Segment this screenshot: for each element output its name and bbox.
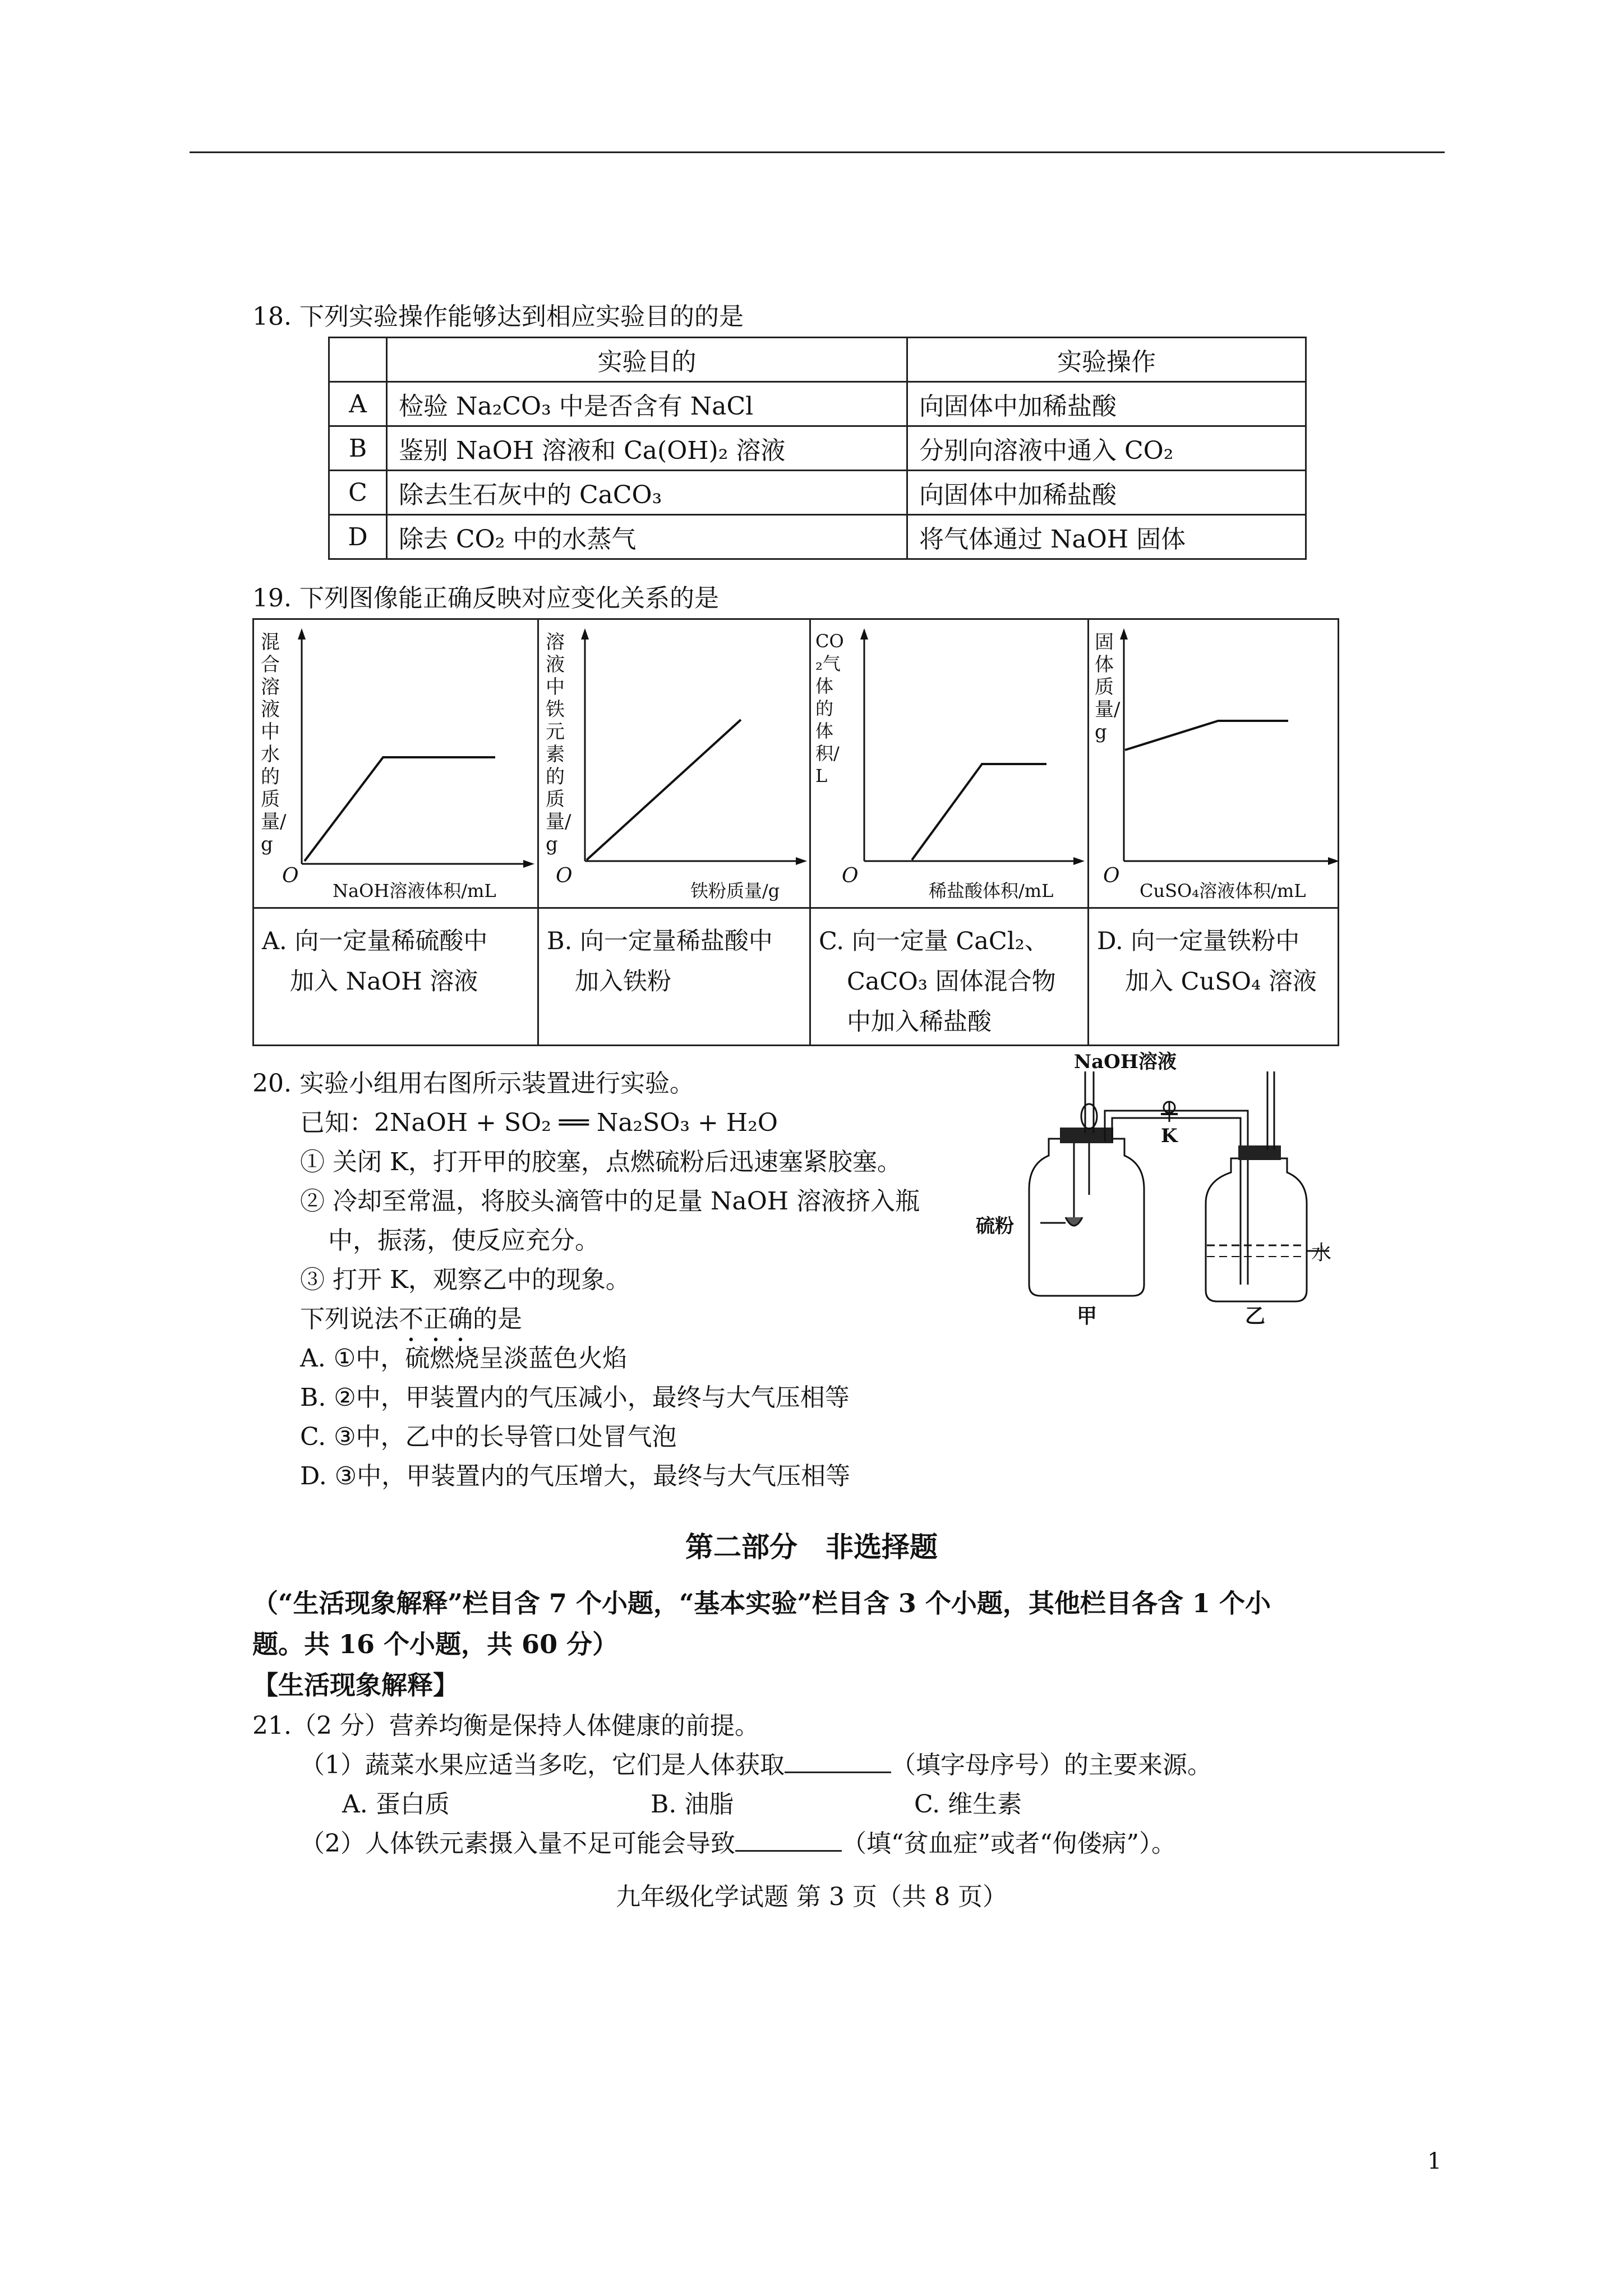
q21-part1-text: （1）蔬菜水果应适当多吃，它们是人体获取: [300, 1751, 785, 1779]
apparatus-yi-label: 乙: [1245, 1304, 1266, 1328]
q21-option: C. 维生素: [914, 1790, 1022, 1819]
caption-line: B. 向一定量稀盐酸中: [547, 927, 773, 955]
q20-step: 中，振荡，使反应充分。: [328, 1226, 600, 1255]
q19-stem: 19. 下列图像能正确反映对应变化关系的是: [252, 584, 719, 613]
q20-question-pre: 下列说法: [300, 1305, 399, 1333]
table-cell: 向固体中加稀盐酸: [907, 471, 1306, 515]
q20-option: B. ②中，甲装置内的气压减小，最终与大气压相等: [300, 1383, 850, 1412]
graph-panel-d: [1089, 620, 1339, 1045]
table-cell: D: [329, 515, 387, 559]
page-footer: 九年级化学试题 第 3 页（共 8 页）: [616, 1883, 1007, 1911]
q21-part2: [300, 1823, 1176, 1859]
table-cell: 除去生石灰中的 CaCO₃: [387, 471, 907, 515]
caption-line: A. 向一定量稀硫酸中: [262, 927, 488, 955]
q21-option: B. 油脂: [651, 1790, 734, 1819]
table-row: [329, 382, 1306, 426]
apparatus-drawing: [976, 1049, 1335, 1329]
table-cell: 分别向溶液中通入 CO₂: [907, 426, 1306, 471]
q18-stem: 18. 下列实验操作能够达到相应实验目的的是: [252, 302, 744, 331]
header-rule: [190, 151, 1445, 153]
graph-d-origin: O: [1103, 864, 1120, 887]
table-cell: 检验 Na₂CO₃ 中是否含有 NaCl: [387, 382, 907, 426]
table-header-cell: 实验操作: [907, 338, 1306, 382]
graph-b: [539, 620, 809, 907]
q20-step: ③ 打开 K，观察乙中的现象。: [300, 1266, 630, 1294]
graph-b-caption: [539, 907, 809, 1002]
caption-line: D. 向一定量铁粉中: [1097, 927, 1300, 955]
answer-blank[interactable]: [785, 1752, 891, 1773]
table-cell: C: [329, 471, 387, 515]
q21-part2-text: （2）人体铁元素摄入量不足可能会导致: [300, 1829, 735, 1858]
apparatus-figure: [976, 1049, 1335, 1329]
table-cell: A: [329, 382, 387, 426]
caption-line: 加入 NaOH 溶液: [290, 968, 478, 996]
table-cell: 将气体通过 NaOH 固体: [907, 515, 1306, 559]
q18-table: [328, 337, 1307, 560]
caption-line: C. 向一定量 CaCl₂、: [819, 927, 1049, 955]
graph-d-caption: [1089, 907, 1339, 1002]
q19-charts: [252, 618, 1339, 1046]
table-cell: 向固体中加稀盐酸: [907, 382, 1306, 426]
q20-question-emph: 不正确: [399, 1305, 473, 1333]
apparatus-jia-label: 甲: [1077, 1304, 1098, 1328]
q21-stem: 21.（2 分）营养均衡是保持人体健康的前提。: [252, 1711, 759, 1740]
q20-step: ① 关闭 K，打开甲的胶塞，点燃硫粉后迅速塞紧胶塞。: [300, 1148, 902, 1176]
q20-step: ② 冷却至常温，将胶头滴管中的足量 NaOH 溶液挤入瓶: [300, 1187, 920, 1216]
apparatus-sulfur-label: 硫粉: [976, 1215, 1014, 1237]
graph-panel-c: [811, 620, 1089, 1045]
graph-panel-b: [539, 620, 811, 1045]
table-cell: B: [329, 426, 387, 471]
table-header-cell: [329, 338, 387, 382]
graph-c-xlabel: 稀盐酸体积/mL: [929, 880, 1054, 901]
graph-c-caption: [811, 907, 1087, 1042]
graph-a-ylabel: 混合溶液中水的质量/g: [261, 631, 287, 855]
table-cell: 除去 CO₂ 中的水蒸气: [387, 515, 907, 559]
part2-note: 题。共 16 个小题，共 60 分）: [252, 1629, 619, 1659]
part2-title: 第二部分 非选择题: [685, 1530, 938, 1563]
graph-b-xlabel: 铁粉质量/g: [690, 880, 780, 901]
part2-note: （“生活现象解释”栏目含 7 个小题，“基本实验”栏目含 3 个小题，其他栏目各含 1 个小: [252, 1588, 1271, 1618]
graph-d-xlabel: CuSO₄溶液体积/mL: [1140, 880, 1306, 901]
table-header-cell: 实验目的: [387, 338, 907, 382]
graph-d: [1089, 620, 1339, 907]
q21-option: A. 蛋白质: [342, 1790, 450, 1819]
q20-option: C. ③中，乙中的长导管口处冒气泡: [300, 1423, 677, 1451]
graph-c-ylabel: CO₂气体的体积/L: [815, 631, 844, 786]
graph-c-origin: O: [842, 864, 859, 887]
q20-stem: 20. 实验小组用右图所示装置进行实验。: [252, 1069, 694, 1098]
graph-a-origin: O: [282, 864, 299, 887]
graph-b-origin: O: [556, 864, 573, 887]
page-number: 1: [1427, 2148, 1442, 2174]
apparatus-naoh-label: NaOH溶液: [1074, 1051, 1177, 1073]
q21-part2-tail: （填“贫血症”或者“佝偻病”）。: [842, 1829, 1176, 1858]
q20-known: 已知：2NaOH + SO₂ ══ Na₂SO₃ + H₂O: [300, 1108, 778, 1137]
answer-blank[interactable]: [735, 1831, 842, 1852]
apparatus-k-label: K: [1161, 1125, 1178, 1147]
q21-part1-tail: （填字母序号）的主要来源。: [891, 1751, 1212, 1779]
table-row: [329, 426, 1306, 471]
q21-part1: [300, 1745, 1212, 1780]
q20-option: D. ③中，甲装置内的气压增大，最终与大气压相等: [300, 1462, 851, 1490]
table-row: [329, 515, 1306, 559]
caption-line: CaCO₃ 固体混合物: [847, 968, 1056, 996]
caption-line: 中加入稀盐酸: [847, 1008, 992, 1036]
caption-line: 加入 CuSO₄ 溶液: [1125, 968, 1317, 996]
graph-a-xlabel: NaOH溶液体积/mL: [333, 880, 496, 901]
q20-question-post: 的是: [473, 1305, 522, 1333]
table-cell: 鉴别 NaOH 溶液和 Ca(OH)₂ 溶液: [387, 426, 907, 471]
graph-d-ylabel: 固体质量/g: [1095, 631, 1121, 743]
caption-line: 加入铁粉: [575, 968, 671, 996]
q20-option: A. ①中，硫燃烧呈淡蓝色火焰: [300, 1344, 628, 1373]
graph-panel-a: [254, 620, 539, 1045]
graph-a-caption: [254, 907, 537, 1002]
section-heading: 【生活现象解释】: [252, 1670, 459, 1700]
table-row: [329, 471, 1306, 515]
graph-b-ylabel: 溶液中铁元素的质量/g: [546, 631, 571, 855]
apparatus-water-label: 水: [1311, 1241, 1332, 1264]
